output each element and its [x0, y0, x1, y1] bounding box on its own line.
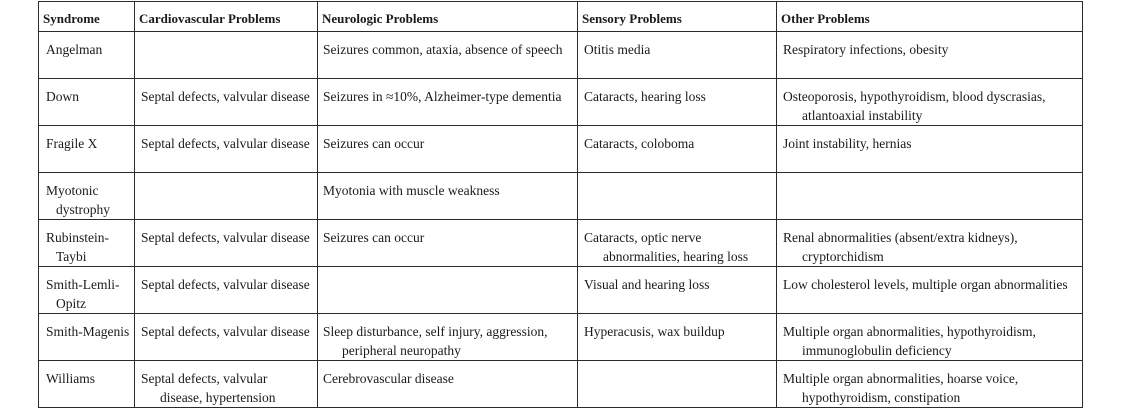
- cell-cardiovascular-text: Septal defects, valvular disease: [141, 324, 310, 339]
- cell-neurologic-text: Seizures can occur: [323, 136, 425, 151]
- table-row: [39, 32, 1083, 79]
- cell-other: [777, 220, 1083, 267]
- cell-cardiovascular: [135, 32, 318, 79]
- cell-sensory-text: Hyperacusis, wax buildup: [584, 324, 725, 339]
- cell-neurologic-text: Seizures in ≈10%, Alzheimer-type dementia: [323, 89, 562, 104]
- cell-neurologic: [318, 173, 578, 220]
- cell-neurologic: [318, 220, 578, 267]
- cell-sensory: [578, 173, 777, 220]
- cell-syndrome-text: Smith-Lemli-Opitz: [46, 277, 120, 311]
- cell-syndrome: [39, 361, 135, 408]
- cell-other: [777, 79, 1083, 126]
- cell-sensory-text: Cataracts, hearing loss: [584, 89, 706, 104]
- table-row: [39, 267, 1083, 314]
- cell-cardiovascular: [135, 220, 318, 267]
- cell-neurologic-text: Seizures can occur: [323, 230, 425, 245]
- cell-cardiovascular-text: Septal defects, valvular disease, hypertension: [141, 371, 276, 405]
- cell-syndrome-text: Myotonic dystrophy: [46, 183, 110, 217]
- cell-syndrome: [39, 220, 135, 267]
- cell-cardiovascular-text: Septal defects, valvular disease: [141, 136, 310, 151]
- cell-other-text: Joint instability, hernias: [783, 136, 912, 151]
- header-sensory: Sensory Problems: [578, 2, 777, 32]
- cell-other: [777, 32, 1083, 79]
- cell-neurologic: [318, 79, 578, 126]
- header-cardiovascular: Cardiovascular Problems: [135, 2, 318, 32]
- table-header-row: [39, 2, 1083, 32]
- cell-syndrome-text: Fragile X: [46, 136, 98, 151]
- cell-neurologic: [318, 126, 578, 173]
- cell-cardiovascular-text: Septal defects, valvular disease: [141, 277, 310, 292]
- cell-neurologic: [318, 267, 578, 314]
- header-other: Other Problems: [777, 2, 1083, 32]
- cell-cardiovascular-text: Septal defects, valvular disease: [141, 230, 310, 245]
- cell-syndrome: [39, 173, 135, 220]
- cell-sensory: [578, 314, 777, 361]
- cell-neurologic: [318, 314, 578, 361]
- table-row: [39, 126, 1083, 173]
- cell-cardiovascular: [135, 79, 318, 126]
- cell-sensory: [578, 126, 777, 173]
- header-neurologic: Neurologic Problems: [318, 2, 578, 32]
- cell-other-text: Multiple organ abnormalities, hypothyroidism, immunoglobulin deficiency: [783, 324, 1036, 358]
- table-row: [39, 361, 1083, 408]
- cell-cardiovascular: [135, 126, 318, 173]
- cell-syndrome: [39, 32, 135, 79]
- cell-neurologic: [318, 361, 578, 408]
- cell-sensory: [578, 79, 777, 126]
- cell-sensory: [578, 361, 777, 408]
- cell-sensory-text: Cataracts, coloboma: [584, 136, 695, 151]
- cell-syndrome-text: Williams: [46, 371, 95, 386]
- cell-neurologic-text: Sleep disturbance, self injury, aggression, peripheral neuropathy: [323, 324, 548, 358]
- cell-syndrome: [39, 267, 135, 314]
- cell-neurologic-text: Cerebrovascular disease: [323, 371, 454, 386]
- cell-other: [777, 314, 1083, 361]
- cell-other: [777, 173, 1083, 220]
- cell-sensory-text: Otitis media: [584, 42, 651, 57]
- cell-sensory-text: Cataracts, optic nerve abnormalities, hearing loss: [584, 230, 749, 264]
- cell-other: [777, 267, 1083, 314]
- cell-sensory-text: Visual and hearing loss: [584, 277, 710, 292]
- cell-sensory: [578, 32, 777, 79]
- table-row: [39, 220, 1083, 267]
- cell-other-text: Renal abnormalities (absent/extra kidneys), cryptorchidism: [783, 230, 1018, 264]
- cell-other-text: Respiratory infections, obesity: [783, 42, 949, 57]
- syndrome-table: [38, 1, 1083, 408]
- cell-cardiovascular: [135, 314, 318, 361]
- cell-sensory: [578, 267, 777, 314]
- table-row: [39, 314, 1083, 361]
- cell-cardiovascular: [135, 173, 318, 220]
- cell-neurologic-text: Seizures common, ataxia, absence of speech: [323, 42, 563, 57]
- cell-neurologic-text: Myotonia with muscle weakness: [323, 183, 500, 198]
- cell-sensory: [578, 220, 777, 267]
- cell-cardiovascular: [135, 361, 318, 408]
- cell-other-text: Low cholesterol levels, multiple organ abnormalities: [783, 277, 1068, 292]
- cell-syndrome-text: Rubinstein-Taybi: [46, 230, 109, 264]
- cell-syndrome-text: Smith-Magenis: [46, 324, 130, 339]
- cell-cardiovascular-text: Septal defects, valvular disease: [141, 89, 310, 104]
- table-row: [39, 79, 1083, 126]
- cell-syndrome: [39, 126, 135, 173]
- header-syndrome: Syndrome: [39, 2, 135, 32]
- cell-syndrome-text: Down: [46, 89, 79, 104]
- table-row: [39, 173, 1083, 220]
- cell-syndrome: [39, 79, 135, 126]
- cell-other: [777, 361, 1083, 408]
- cell-syndrome-text: Angelman: [46, 42, 103, 57]
- cell-other-text: Multiple organ abnormalities, hoarse voice, hypothyroidism, constipation: [783, 371, 1019, 405]
- cell-other-text: Osteoporosis, hypothyroidism, blood dyscrasias, atlantoaxial instability: [783, 89, 1046, 123]
- cell-neurologic: [318, 32, 578, 79]
- cell-other: [777, 126, 1083, 173]
- cell-cardiovascular: [135, 267, 318, 314]
- cell-syndrome: [39, 314, 135, 361]
